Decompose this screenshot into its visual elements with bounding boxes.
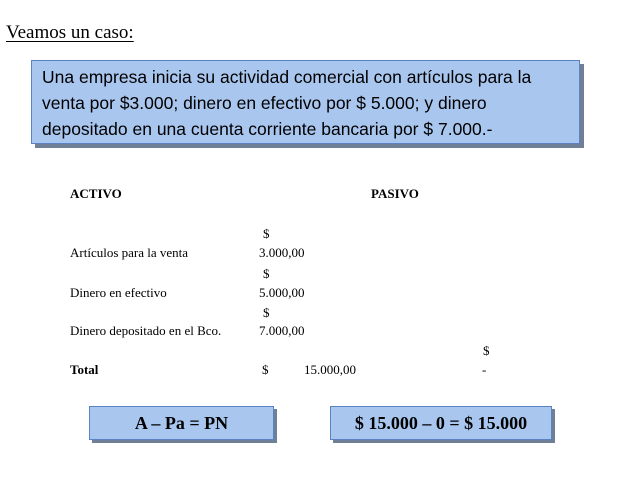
formula-box (89, 406, 274, 440)
total-pasivo-currency: $ (483, 343, 490, 358)
row-1-currency: $ (263, 226, 270, 241)
row-1-amount: 3.000,00 (259, 245, 305, 260)
row-2-label: Dinero en efectivo (70, 285, 167, 300)
formula-text: A – Pa = PN (134, 412, 229, 433)
row-1-label: Artículos para la venta (70, 245, 189, 260)
total-label: Total (70, 362, 99, 377)
row-2-currency: $ (263, 266, 270, 281)
row-2-amount: 5.000,00 (259, 285, 305, 300)
activo-header: ACTIVO (70, 186, 122, 201)
row-3-currency: $ (263, 305, 270, 320)
result-box (330, 406, 552, 440)
result-text: $ 15.000 – 0 = $ 15.000 (354, 412, 528, 433)
row-3-label: Dinero depositado en el Bco. (70, 323, 222, 338)
intro-box (31, 60, 580, 144)
row-3-amount: 7.000,00 (259, 323, 305, 338)
intro-text: Una empresa inicia su actividad comercial con artículos para la venta por $3.000; dinero en efectivo por $ 5.000; y dinero depositado en una cuenta corriente bancaria por $ 7.000.- (42, 67, 532, 139)
total-amount: 15.000,00 (304, 362, 356, 377)
slide-heading: Veamos un caso: (6, 22, 134, 43)
pasivo-header: PASIVO (371, 186, 419, 201)
total-currency: $ (262, 362, 269, 377)
total-pasivo-amount: - (482, 362, 487, 377)
